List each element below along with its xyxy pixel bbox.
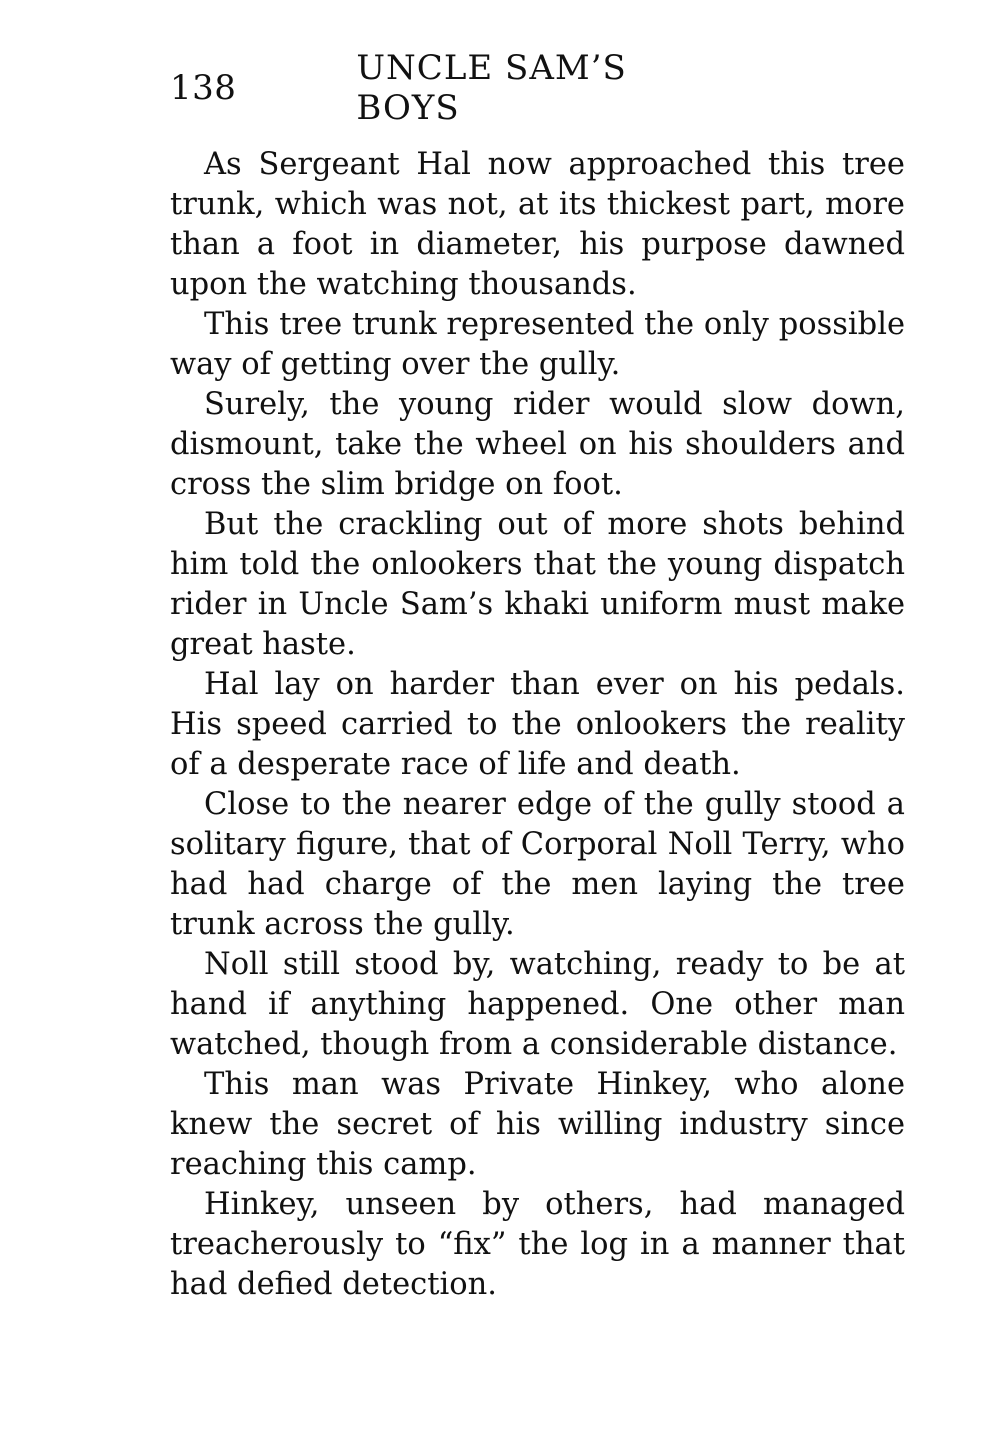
paragraph: Hal lay on harder than ever on his pedals. His speed carried to the onlookers the reality of a desperate race of life and death. xyxy=(170,667,905,782)
page-header xyxy=(170,48,730,128)
paragraph: Surely, the young rider would slow down, dismount, take the wheel on his shoulders and cross the slim bridge on foot. xyxy=(170,387,905,502)
page-number: 138 xyxy=(170,68,237,108)
paragraph: Close to the nearer edge of the gully stood a solitary figure, that of Corporal Noll Terry, who had had charge of the men laying the tree trunk across the gully. xyxy=(170,787,905,942)
paragraph: But the crackling out of more shots behind him told the onlookers that the young dispatch rider in Uncle Sam’s khaki uniform must make great haste. xyxy=(170,507,905,662)
paragraph: This man was Private Hinkey, who alone knew the secret of his willing industry since reaching this camp. xyxy=(170,1067,905,1182)
running-title: UNCLE SAM’S BOYS xyxy=(356,48,627,128)
paragraph: Hinkey, unseen by others, had managed treacherously to “fix” the log in a manner that had defied detection. xyxy=(170,1187,905,1302)
paragraph: As Sergeant Hal now approached this tree trunk, which was not, at its thickest part, more than a foot in diameter, his purpose dawned upon the watching thousands. xyxy=(170,147,905,302)
paragraph: This tree trunk represented the only possible way of getting over the gully. xyxy=(170,307,905,382)
paragraph: Noll still stood by, watching, ready to be at hand if anything happened. One other man watched, though from a considerable distance. xyxy=(170,947,905,1062)
page-body xyxy=(170,145,905,1305)
